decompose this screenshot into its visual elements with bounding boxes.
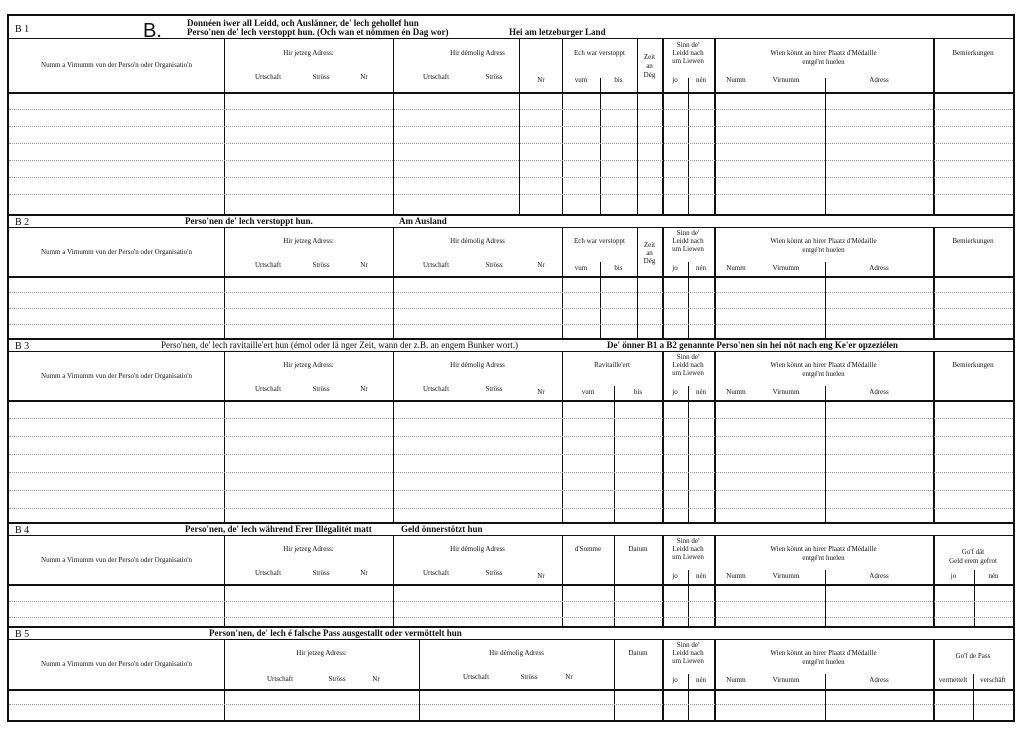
- section-subtitle: Geld önnerstötzt hun: [401, 524, 483, 534]
- header-nr: Nr: [537, 76, 545, 84]
- header-date: Datum: [628, 649, 648, 657]
- header-alive: Leidd nach: [672, 49, 704, 57]
- header-alive: Leidd nach: [672, 237, 704, 245]
- header-last-name: Virnumm: [772, 264, 800, 272]
- header-days: Zeit: [643, 53, 656, 61]
- header-town: Urtschaft: [422, 73, 450, 81]
- header-medal: Wien könnt an hirer Plaatz d'Médaille: [770, 237, 877, 245]
- header-no: nén: [695, 76, 707, 84]
- header-date: Datum: [628, 545, 648, 553]
- header-last-name: Virnumm: [772, 572, 800, 580]
- section-id: B 2: [15, 217, 30, 228]
- header-name: Numm a Virnumm vun der Perso'n oder Organisatio'n: [41, 660, 192, 668]
- header-yes: jo: [672, 676, 678, 684]
- header-nr: Nr: [360, 385, 368, 393]
- header-street: Ströss: [485, 385, 503, 393]
- section-id: B 1: [15, 24, 30, 35]
- header-amount: d'Somme: [574, 545, 602, 553]
- header-days: Zeit: [643, 241, 656, 249]
- header-town: Urtschaft: [266, 675, 294, 683]
- header-yes: jo: [672, 388, 678, 396]
- section-title: Perso'nen, de' lech ravitaille'ert hun (émol oder lä nger Zeit, wann der z.B. an engem Bunker wort.): [161, 340, 518, 350]
- header-days: an: [646, 249, 653, 257]
- header-nr: Nr: [537, 261, 545, 269]
- header-last-name: Virnumm: [772, 388, 800, 396]
- header-medal: entgé'nt huelen: [802, 370, 845, 378]
- section-divider: [9, 227, 1013, 228]
- header-medal: entgé'nt huelen: [802, 658, 845, 666]
- header-alive: um Liewen: [672, 245, 704, 253]
- header-first-name: Numm: [726, 388, 746, 396]
- header-nr: Nr: [537, 572, 545, 580]
- header-alive: um Liewen: [672, 369, 704, 377]
- header-alive: Sinn de': [676, 353, 700, 361]
- header-former-address: Hir démolig Adress: [450, 49, 505, 57]
- header-name: Numm a Virnumm vun der Perso'n oder Organisatio'n: [41, 556, 192, 564]
- header-address: Adress: [869, 76, 889, 84]
- section-subtitle: Perso'nen de' lech verstoppt hun. (Och wan et nömmen én Dag wor): [187, 27, 449, 37]
- header-nr: Nr: [372, 675, 380, 683]
- header-provided: verschäft: [980, 676, 1006, 684]
- header-yes: jo: [950, 572, 957, 580]
- header-remarks: Bemierkungen: [952, 361, 994, 369]
- header-no: nén: [695, 676, 707, 684]
- header-town: Urtschaft: [254, 261, 282, 269]
- section-location: Hei am letzeburger Land: [509, 27, 606, 37]
- header-first-name: Numm: [726, 676, 746, 684]
- header-no: nén: [988, 572, 999, 580]
- section-b5: [9, 628, 1013, 720]
- header-current-address: Hir jetzeg Adress:: [283, 361, 334, 369]
- section-b4: [9, 524, 1013, 628]
- header-medal: entgé'nt huelen: [802, 554, 845, 562]
- section-title: Donnéen iwer all Leidd, och Auslänner, de' lech gehollef hun: [187, 18, 419, 28]
- header-days: Dég: [643, 257, 656, 265]
- header-town: Urtschaft: [422, 261, 450, 269]
- header-from: vum: [574, 76, 588, 84]
- header-current-address: Hir jetzeg Adress:: [283, 545, 334, 553]
- header-hidden: Ech war verstoppt: [574, 49, 625, 57]
- header-address: Adress: [869, 264, 889, 272]
- section-location: Am Ausland: [399, 216, 447, 226]
- header-town: Urtschaft: [254, 569, 282, 577]
- header-hidden: Ech war verstoppt: [574, 237, 625, 245]
- header-alive: Sinn de': [676, 41, 700, 49]
- header-street: Ströss: [312, 73, 330, 81]
- section-note: De' önner B1 a B2 genannte Perso'nen sin hei nöt nach eng Ke'er opzeziélen: [607, 340, 898, 350]
- header-street: Ströss: [328, 675, 346, 683]
- header-former-address: Hir démolig Adress: [450, 545, 505, 553]
- header-town: Urtschaft: [254, 73, 282, 81]
- section-title: Person'nen, de' lech é falsche Pass ausgestallt oder vermöttelt hun: [209, 628, 462, 638]
- header-days: Dég: [643, 71, 656, 79]
- header-nr: Nr: [360, 569, 368, 577]
- header-days: an: [646, 62, 653, 70]
- section-id: B 4: [15, 525, 30, 536]
- header-former-address: Hir démolig Adress: [450, 361, 505, 369]
- header-remarks: Bemierkungen: [952, 237, 994, 245]
- section-divider: [9, 38, 1013, 39]
- header-street: Ströss: [312, 569, 330, 577]
- header-alive: Sinn de': [676, 641, 700, 649]
- section-divider: [9, 535, 1013, 536]
- header-pass: Go'f de Pass: [955, 652, 991, 660]
- header-current-address: Hir jetzeg Adress:: [296, 649, 347, 657]
- header-first-name: Numm: [726, 572, 746, 580]
- section-title: Perso'nen, de' lech während Erer Illégalitét matt: [185, 524, 372, 534]
- registration-form: [7, 14, 1015, 722]
- header-no: nén: [695, 388, 707, 396]
- header-to: bis: [614, 264, 623, 272]
- header-money-returned: Geld erem gefrot: [949, 557, 997, 565]
- section-divider: [9, 639, 1013, 640]
- header-former-address: Hir démolig Adress: [489, 649, 544, 657]
- header-last-name: Virnumm: [772, 676, 800, 684]
- header-alive: Leidd nach: [672, 545, 704, 553]
- header-street: Ströss: [312, 261, 330, 269]
- header-medal: Wien könnt an hirer Plaatz d'Médaille: [770, 49, 877, 57]
- header-street: Ströss: [312, 385, 330, 393]
- header-first-name: Numm: [726, 264, 746, 272]
- header-name: Numm a Virnumm vun der Perso'n oder Organisatio'n: [41, 372, 192, 380]
- header-money-returned: Go'f dät: [961, 548, 985, 556]
- header-yes: jo: [672, 76, 678, 84]
- header-medal: Wien könnt an hirer Plaatz d'Médaille: [770, 361, 877, 369]
- header-town: Urtschaft: [254, 385, 282, 393]
- header-alive: Sinn de': [676, 229, 700, 237]
- header-yes: jo: [672, 264, 678, 272]
- header-nr: Nr: [565, 673, 573, 681]
- header-address: Adress: [869, 572, 889, 580]
- header-medal: entgé'nt huelen: [802, 58, 845, 66]
- header-no: nén: [695, 572, 707, 580]
- header-alive: um Liewen: [672, 553, 704, 561]
- header-remarks: Bemierkungen: [952, 49, 994, 57]
- section-b3: [9, 340, 1013, 524]
- header-medal: Wien könnt an hirer Plaatz d'Médaille: [770, 545, 877, 553]
- header-issued: vermettelt: [938, 676, 968, 684]
- header-no: nén: [695, 264, 707, 272]
- header-alive: Leidd nach: [672, 361, 704, 369]
- header-street: Ströss: [485, 569, 503, 577]
- header-town: Urtschaft: [422, 385, 450, 393]
- header-first-name: Numm: [726, 76, 746, 84]
- header-street: Ströss: [485, 73, 503, 81]
- header-name: Numm a Virnumm vun der Perso'n oder Organisatio'n: [41, 61, 192, 69]
- section-divider: [9, 351, 1013, 352]
- header-nr: Nr: [537, 388, 545, 396]
- section-b2: [9, 216, 1013, 340]
- header-current-address: Hir jetzeg Adress:: [283, 237, 334, 245]
- section-id: B 5: [15, 629, 30, 640]
- header-from: vum: [581, 388, 595, 396]
- header-current-address: Hir jetzeg Adress:: [283, 49, 334, 57]
- section-id: B 3: [15, 341, 30, 352]
- header-town: Urtschaft: [462, 673, 490, 681]
- header-last-name: Virnumm: [772, 76, 800, 84]
- header-nr: Nr: [360, 73, 368, 81]
- header-alive: Sinn de': [676, 537, 700, 545]
- header-town: Urtschaft: [422, 569, 450, 577]
- section-title: Perso'nen de' lech verstoppt hun.: [185, 216, 313, 226]
- header-supplied: Ravitaille'ert: [594, 361, 630, 369]
- header-to: bis: [614, 76, 623, 84]
- header-street: Ströss: [520, 673, 538, 681]
- header-to: bis: [633, 388, 643, 396]
- header-alive: Leidd nach: [672, 649, 704, 657]
- header-name: Numm a Virnumm vun der Perso'n oder Organisatio'n: [41, 248, 192, 256]
- header-address: Adress: [869, 676, 889, 684]
- header-medal: Wien könnt an hirer Plaatz d'Médaille: [770, 649, 877, 657]
- section-b1: [9, 16, 1013, 216]
- header-alive: um Liewen: [672, 57, 704, 65]
- header-from: vum: [574, 264, 588, 272]
- header-address: Adress: [869, 388, 889, 396]
- header-yes: jo: [672, 572, 678, 580]
- header-street: Ströss: [485, 261, 503, 269]
- header-nr: Nr: [360, 261, 368, 269]
- form-letter: B.: [143, 20, 162, 42]
- header-medal: entgé'nt huelen: [802, 246, 845, 254]
- header-former-address: Hir démolig Adress: [450, 237, 505, 245]
- header-alive: um Liewen: [672, 657, 704, 665]
